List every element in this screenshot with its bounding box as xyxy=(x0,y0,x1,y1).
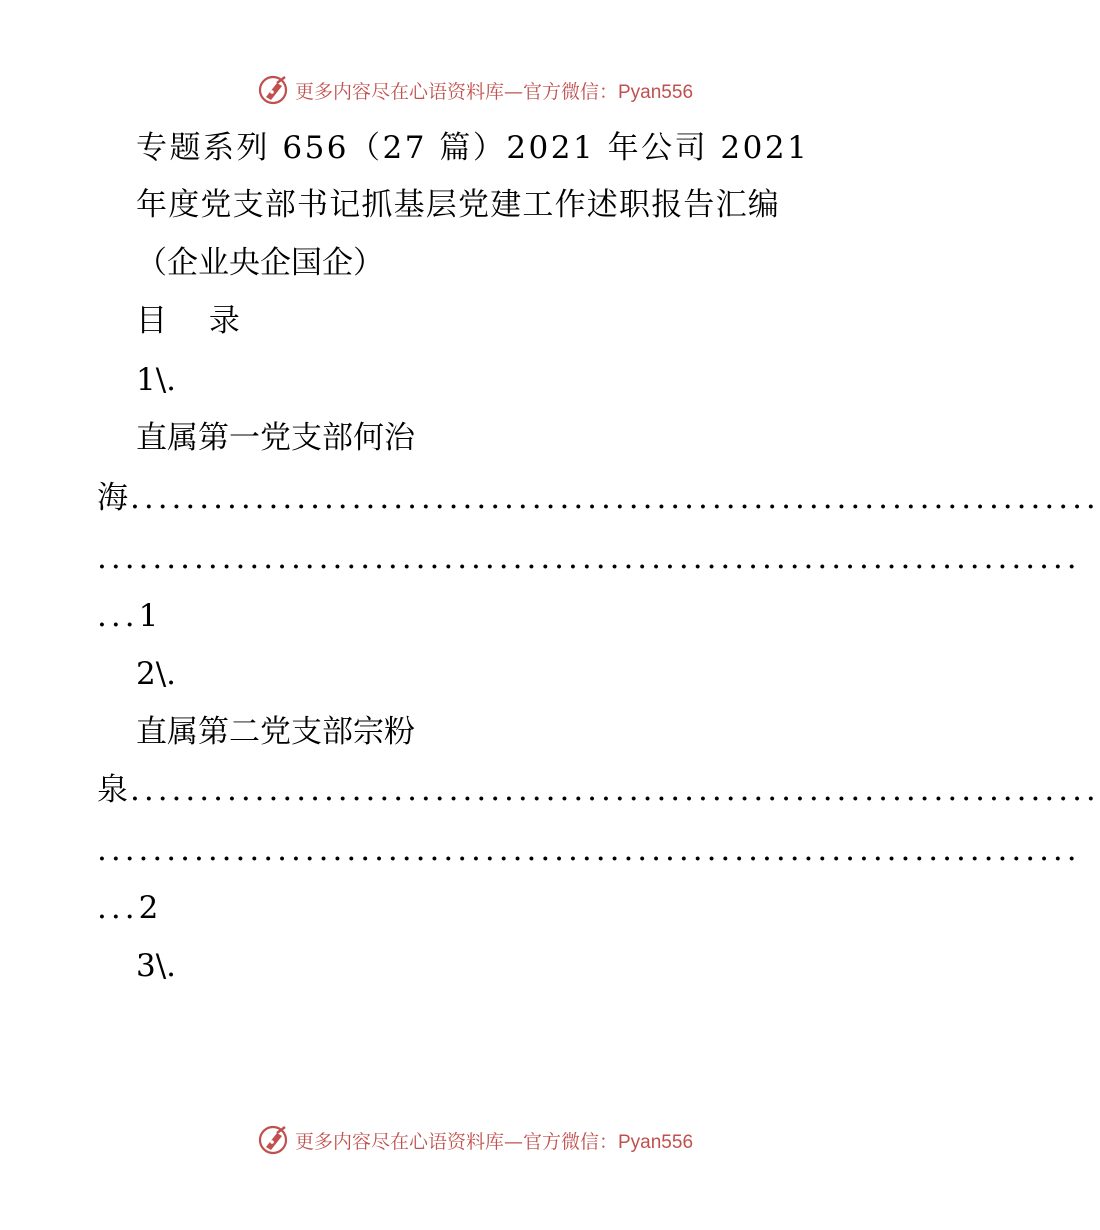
doc-title-line-3: （企业央企国企） xyxy=(136,245,384,281)
pen-nib-logo-icon xyxy=(257,1123,291,1157)
footer-banner-text: 更多内容尽在心语资料库—官方微信：Pyan556 xyxy=(294,1130,694,1153)
toc-entry-3-number: 3\. xyxy=(136,948,177,984)
toc-leader-dots: ....................................................................... xyxy=(97,540,1081,576)
toc-leader-dots: ....................................................................... xyxy=(97,832,1081,868)
header-banner-text: 更多内容尽在心语资料库—官方微信：Pyan556 xyxy=(294,80,694,103)
toc-entry-2-number: 2\. xyxy=(136,656,177,692)
toc-entry-1-number: 1\. xyxy=(136,362,177,398)
toc-entry-2-title-end: 泉 xyxy=(97,772,128,808)
toc-entry-2-page: ...2 xyxy=(97,890,163,926)
doc-title-line-1: 专题系列 656（27 篇）2021 年公司 2021 xyxy=(136,130,810,166)
footer-banner xyxy=(0,1122,950,1158)
toc-entry-1-title-end: 海 xyxy=(97,480,128,516)
toc-entry-2-title: 直属第二党支部宗粉 xyxy=(136,714,415,750)
header-banner xyxy=(0,72,950,108)
toc-heading: 目 录 xyxy=(136,303,256,339)
pen-nib-logo-icon xyxy=(257,73,291,107)
toc-leader-dots: ...................................................................... xyxy=(130,480,1100,516)
toc-leader-dots: ...................................................................... xyxy=(130,772,1100,808)
toc-entry-1-page: ...1 xyxy=(97,598,163,634)
doc-title-line-2: 年度党支部书记抓基层党建工作述职报告汇编 xyxy=(136,187,780,223)
toc-entry-1-title: 直属第一党支部何治 xyxy=(136,420,415,456)
